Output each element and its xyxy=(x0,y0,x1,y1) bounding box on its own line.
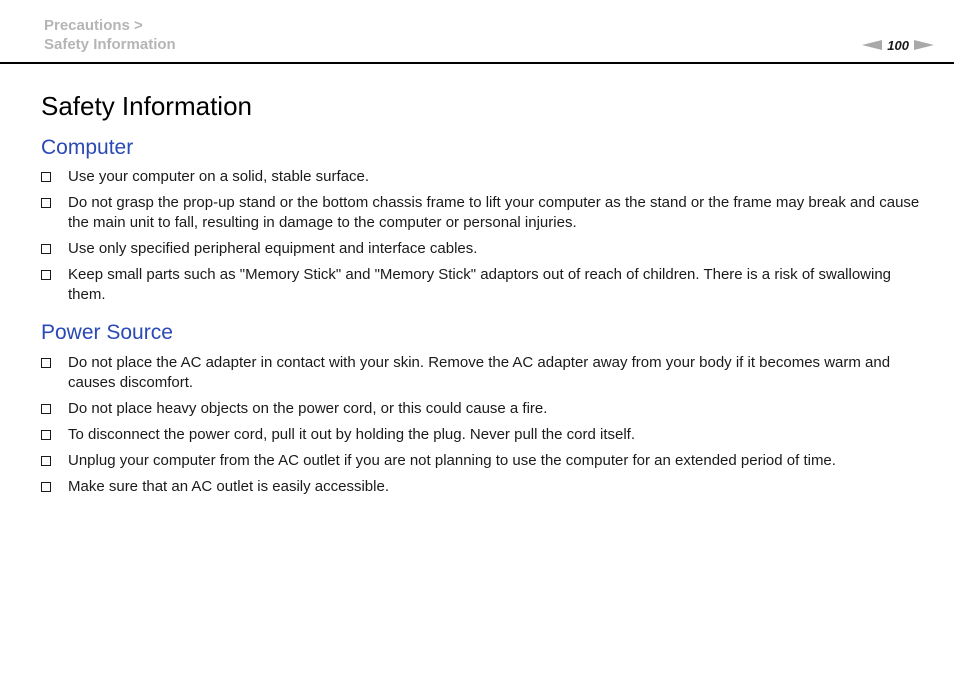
breadcrumb-parent[interactable]: Precautions > xyxy=(44,17,143,34)
list-item xyxy=(40,193,920,233)
page-title: Safety Information xyxy=(41,91,252,121)
checkbox-square-icon xyxy=(41,270,51,280)
list-item-text: Do not grasp the prop-up stand or the bottom chassis frame to lift your computer as the stand or the frame may break and cause the main unit to fall, resulting in damage to the computer or personal injuries. xyxy=(68,194,920,231)
list-item xyxy=(40,477,920,497)
header-divider xyxy=(0,62,954,64)
breadcrumb-current[interactable]: Safety Information xyxy=(44,36,176,53)
list-item-text: Use your computer on a solid, stable surface. xyxy=(68,168,369,185)
next-page-arrow-icon[interactable] xyxy=(914,40,934,50)
list-item-text: Keep small parts such as "Memory Stick" and "Memory Stick" adaptors out of reach of children. There is a risk of swallowing them. xyxy=(68,266,892,303)
list-item-text: Make sure that an AC outlet is easily accessible. xyxy=(68,478,389,495)
list-item xyxy=(40,167,920,187)
checkbox-square-icon xyxy=(41,244,51,254)
list-item xyxy=(40,265,920,305)
list-item xyxy=(40,239,920,259)
checkbox-square-icon xyxy=(41,172,51,182)
computer-precautions-list xyxy=(40,167,920,311)
list-item xyxy=(40,425,920,445)
checkbox-square-icon xyxy=(41,198,51,208)
list-item-text: Unplug your computer from the AC outlet if you are not planning to use the computer for an extended period of time. xyxy=(68,452,836,469)
list-item xyxy=(40,399,920,419)
previous-page-arrow-icon[interactable] xyxy=(862,40,882,50)
list-item-text: Do not place heavy objects on the power cord, or this could cause a fire. xyxy=(68,400,548,417)
checkbox-square-icon xyxy=(41,358,51,368)
power-source-precautions-list xyxy=(40,353,920,503)
list-item-text: To disconnect the power cord, pull it out by holding the plug. Never pull the cord itself. xyxy=(68,426,635,443)
list-item-text: Do not place the AC adapter in contact with your skin. Remove the AC adapter away from your body if it becomes warm and causes discomfort. xyxy=(68,354,891,391)
breadcrumb xyxy=(44,16,176,54)
list-item-text: Use only specified peripheral equipment and interface cables. xyxy=(68,240,478,257)
checkbox-square-icon xyxy=(41,482,51,492)
page-number: 100 xyxy=(887,37,909,53)
section-title-power-source: Power Source xyxy=(41,321,173,344)
section-title-computer: Computer xyxy=(41,136,134,159)
list-item xyxy=(40,451,920,471)
checkbox-square-icon xyxy=(41,404,51,414)
checkbox-square-icon xyxy=(41,456,51,466)
checkbox-square-icon xyxy=(41,430,51,440)
page-navigator xyxy=(862,36,934,54)
list-item xyxy=(40,353,920,393)
